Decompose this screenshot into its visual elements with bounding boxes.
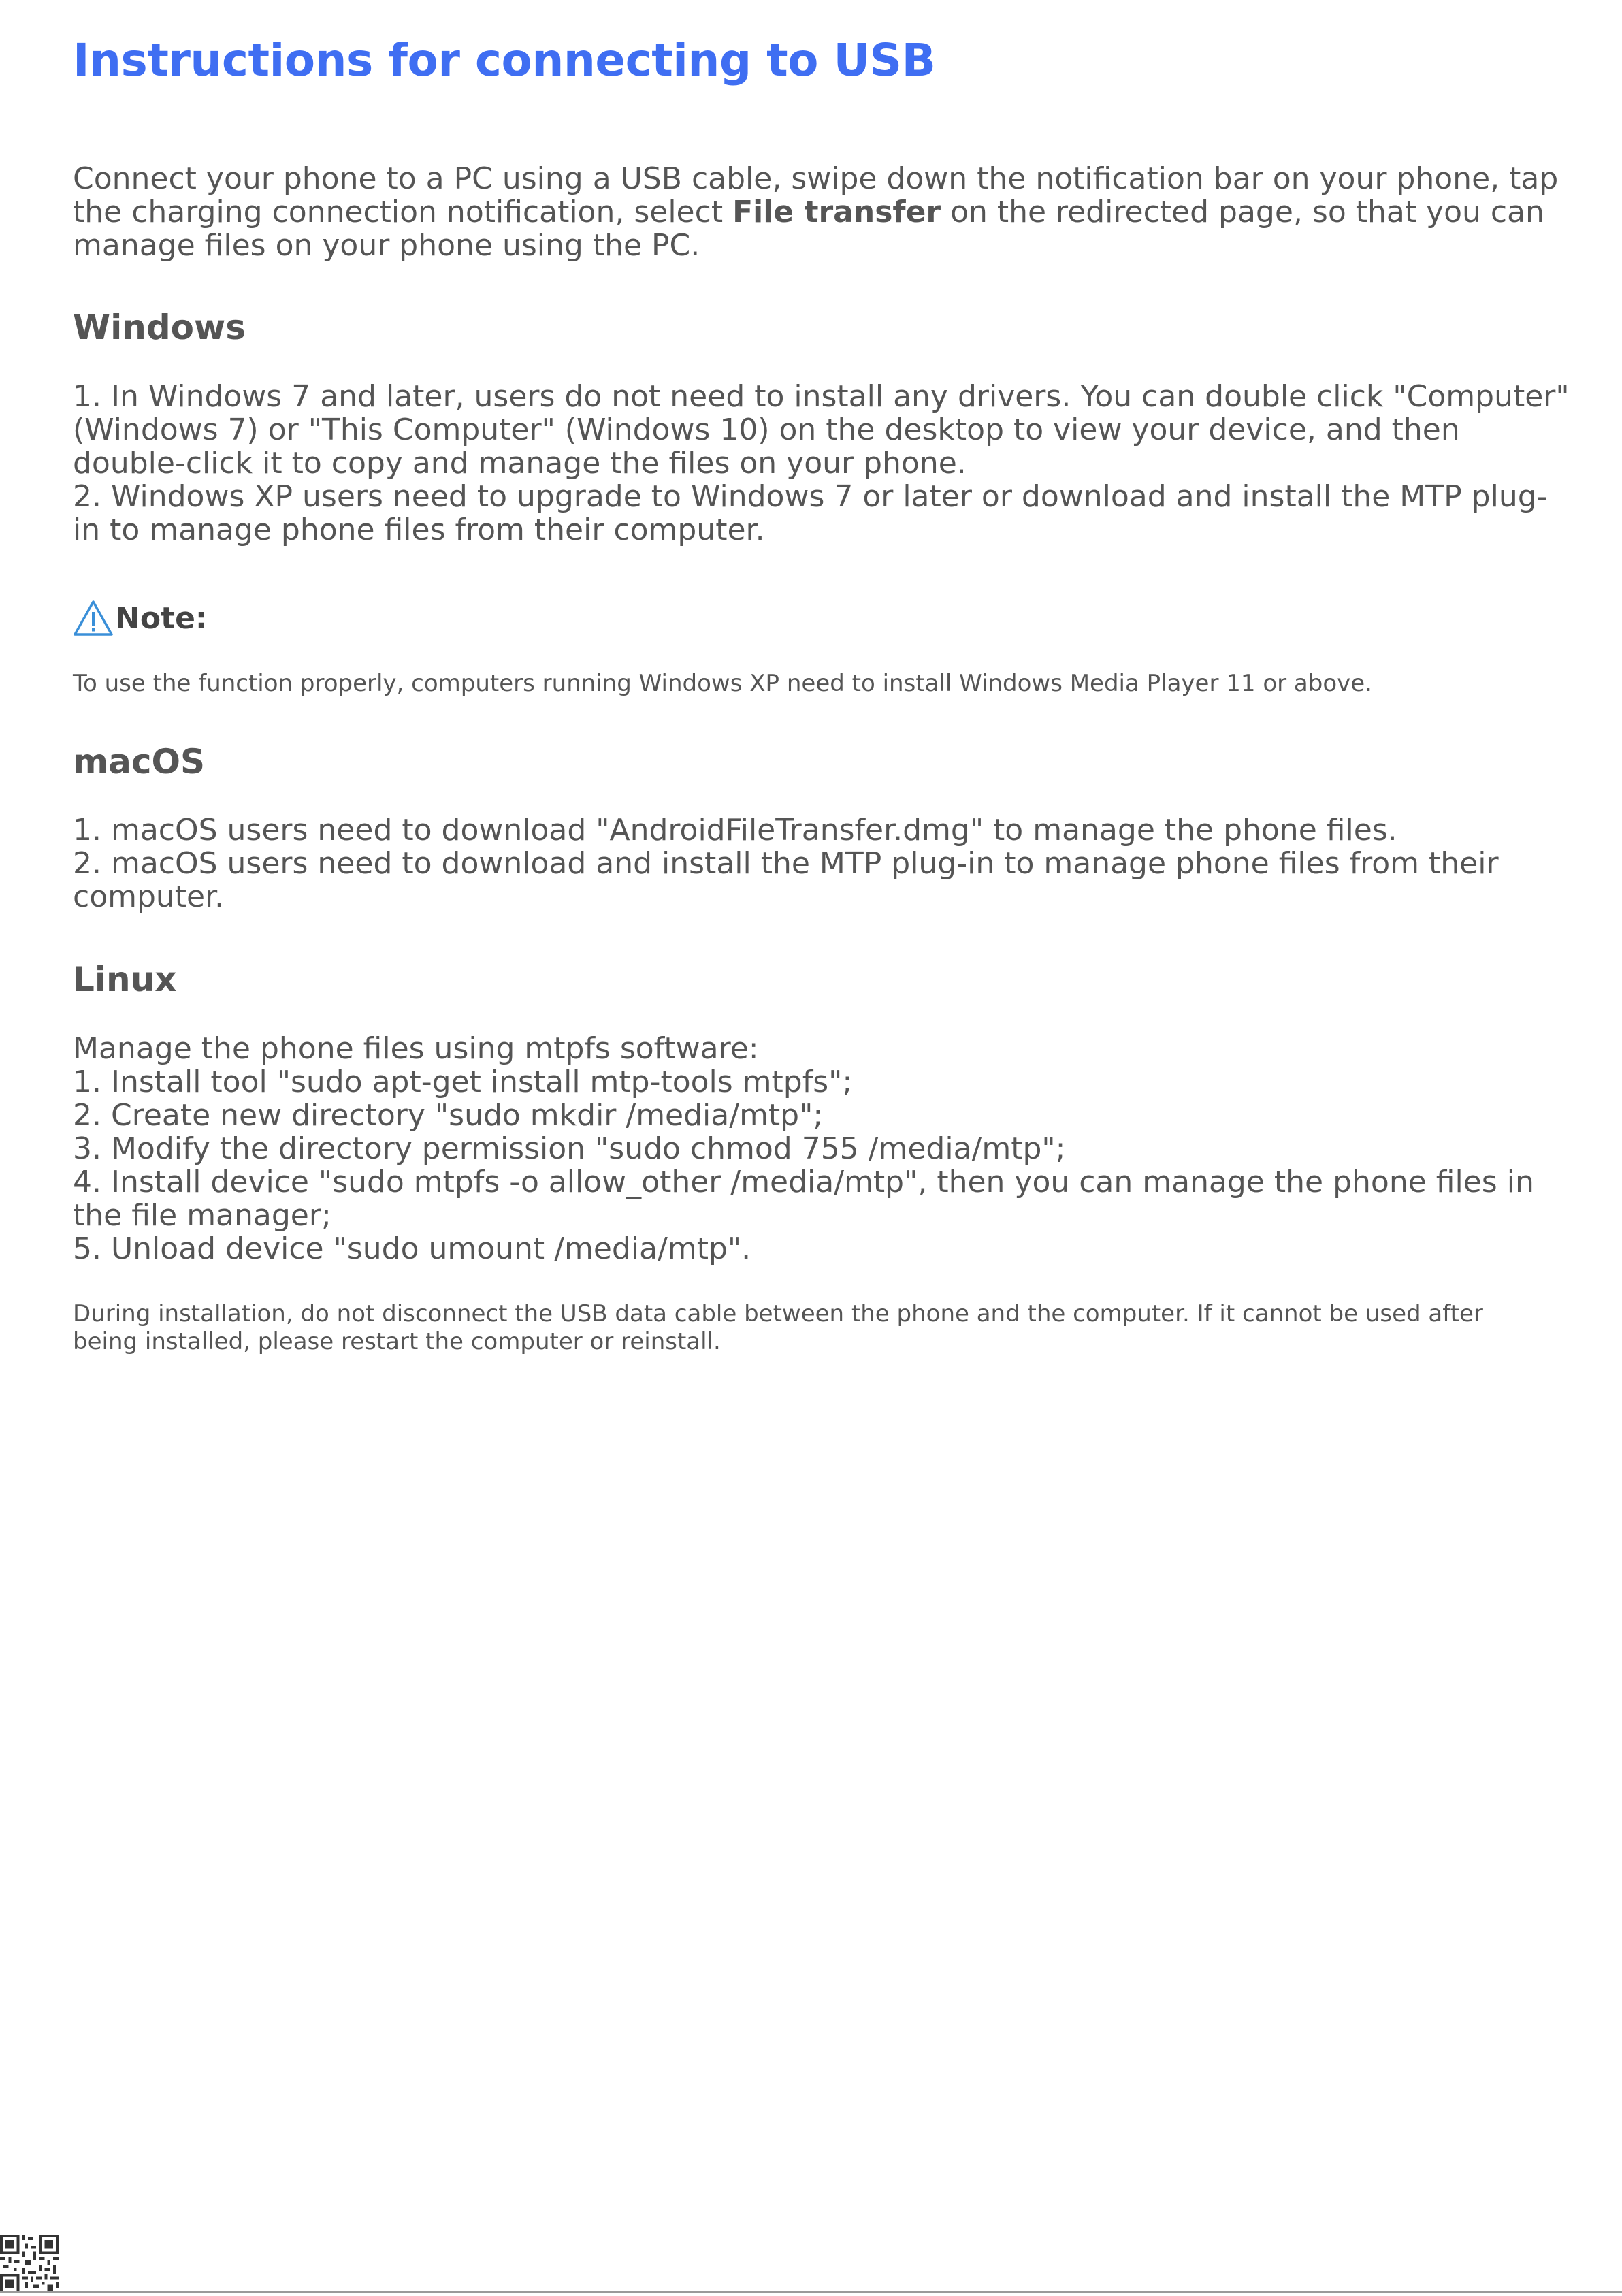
footnote-line: During installation, do not disconnect the USB data cable between the phone and the computer. If it cannot be used after	[73, 1300, 1483, 1327]
footnote-line: being installed, please restart the computer or reinstall.	[73, 1328, 721, 1355]
warning-triangle-icon	[73, 599, 114, 637]
windows-instructions	[73, 380, 1570, 547]
windows-line: (Windows 7) or "This Computer" (Windows 10) on the desktop to view your device, and then	[73, 413, 1460, 447]
intro-line-2-end: on the redirected page, so that you can	[941, 195, 1544, 229]
linux-line: Manage the phone files using mtpfs software:	[73, 1031, 759, 1066]
intro-line-1: Connect your phone to a PC using a USB cable, swipe down the notification bar on your phone, tap	[73, 161, 1559, 196]
macos-instructions	[73, 813, 1499, 913]
note-header	[73, 596, 208, 640]
note-label: Note:	[115, 600, 208, 636]
intro-paragraph	[73, 162, 1558, 262]
note-text	[73, 670, 1372, 698]
intro-line-2	[73, 195, 1558, 229]
macos-heading: macOS	[73, 742, 205, 781]
qr-code-icon	[0, 2235, 59, 2293]
windows-line: in to manage phone files from their computer.	[73, 513, 765, 547]
macos-line: 2. macOS users need to download and install the MTP plug-in to manage phone files from their	[73, 846, 1499, 881]
windows-line: double-click it to copy and manage the files on your phone.	[73, 446, 967, 481]
windows-line: 1. In Windows 7 and later, users do not need to install any drivers. You can double click "Computer"	[73, 379, 1570, 414]
linux-line: the file manager;	[73, 1198, 331, 1233]
linux-heading: Linux	[73, 960, 177, 999]
note-text-line: To use the function properly, computers running Windows XP need to install Windows Media Player 11 or above.	[73, 670, 1372, 697]
linux-line: 5. Unload device "sudo umount /media/mtp".	[73, 1231, 751, 1266]
linux-line: 3. Modify the directory permission "sudo chmod 755 /media/mtp";	[73, 1131, 1066, 1166]
macos-line: computer.	[73, 879, 225, 914]
intro-line-2-start: the charging connection notification, select	[73, 195, 733, 229]
linux-line: 2. Create new directory "sudo mkdir /media/mtp";	[73, 1098, 824, 1133]
windows-heading: Windows	[73, 308, 246, 347]
file-transfer-emphasis: File transfer	[732, 195, 941, 229]
linux-footnote	[73, 1300, 1483, 1356]
macos-line: 1. macOS users need to download "AndroidFileTransfer.dmg" to manage the phone files.	[73, 813, 1397, 847]
linux-line: 4. Install device "sudo mtpfs -o allow_other /media/mtp", then you can manage the phone files in	[73, 1165, 1534, 1199]
linux-line: 1. Install tool "sudo apt-get install mtp-tools mtpfs";	[73, 1065, 853, 1099]
page-title: Instructions for connecting to USB	[73, 34, 936, 86]
linux-instructions	[73, 1032, 1534, 1265]
windows-line: 2. Windows XP users need to upgrade to Windows 7 or later or download and install the MTP plug-	[73, 479, 1548, 514]
intro-line-3: manage files on your phone using the PC.	[73, 228, 700, 263]
